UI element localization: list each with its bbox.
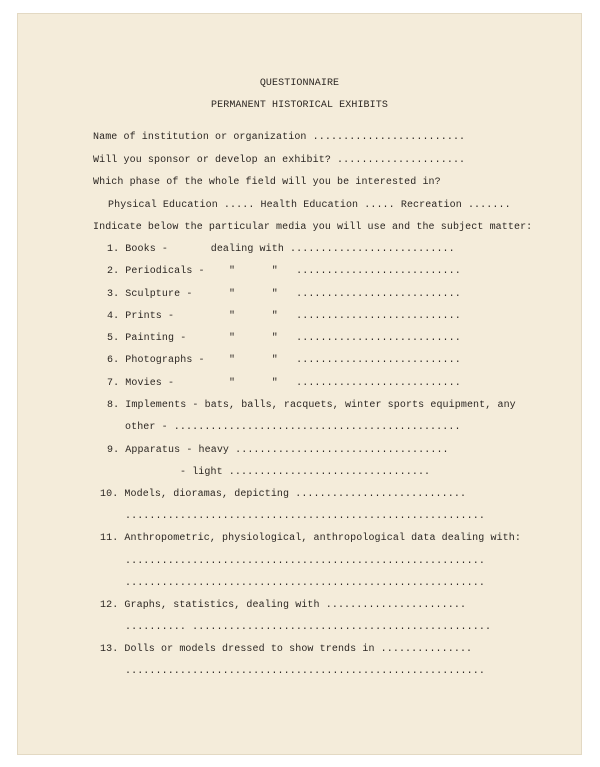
questionnaire-page	[18, 14, 581, 754]
media-item-anthropometric: 11. Anthropometric, physiological, anthropological data dealing with:	[100, 533, 521, 544]
media-item-dolls: 13. Dolls or models dressed to show trends in ...............	[100, 644, 473, 655]
document-subtitle: PERMANENT HISTORICAL EXHIBITS	[211, 100, 388, 111]
media-item-movies: 7. Movies - " " ...........................	[107, 378, 461, 389]
media-item-implements-other: other - ...............................................	[125, 422, 461, 433]
media-item-apparatus-light: - light .................................	[180, 467, 431, 478]
media-item-painting: 5. Painting - " " ...........................	[107, 333, 461, 344]
phase-options: Physical Education ..... Health Education ..... Recreation .......	[108, 200, 511, 211]
media-item-periodicals: 2. Periodicals - " " ...........................	[107, 266, 461, 277]
media-item-photographs: 6. Photographs - " " ...........................	[107, 355, 461, 366]
models-blank-line: ...........................................................	[125, 511, 485, 522]
field-sponsor-exhibit: Will you sponsor or develop an exhibit? .....................	[93, 155, 466, 166]
media-item-implements: 8. Implements - bats, balls, racquets, winter sports equipment, any	[107, 400, 516, 411]
dolls-blank-line: ...........................................................	[125, 666, 485, 677]
media-item-apparatus-heavy: 9. Apparatus - heavy ...................................	[107, 445, 449, 456]
question-phase: Which phase of the whole field will you be interested in?	[93, 177, 441, 188]
media-item-sculpture: 3. Sculpture - " " ...........................	[107, 289, 461, 300]
media-item-models: 10. Models, dioramas, depicting ............................	[100, 489, 467, 500]
media-item-graphs: 12. Graphs, statistics, dealing with .......................	[100, 600, 467, 611]
graphs-blank-line: .......... .................................................	[125, 622, 492, 633]
anthropometric-blank-line-2: ...........................................................	[125, 578, 485, 589]
document-title: QUESTIONNAIRE	[259, 78, 340, 89]
anthropometric-blank-line-1: ...........................................................	[125, 556, 485, 567]
field-institution-name: Name of institution or organization .........................	[93, 132, 466, 143]
media-item-books: 1. Books - dealing with ...........................	[107, 244, 455, 255]
media-instructions: Indicate below the particular media you will use and the subject matter:	[93, 222, 533, 233]
media-item-prints: 4. Prints - " " ...........................	[107, 311, 461, 322]
